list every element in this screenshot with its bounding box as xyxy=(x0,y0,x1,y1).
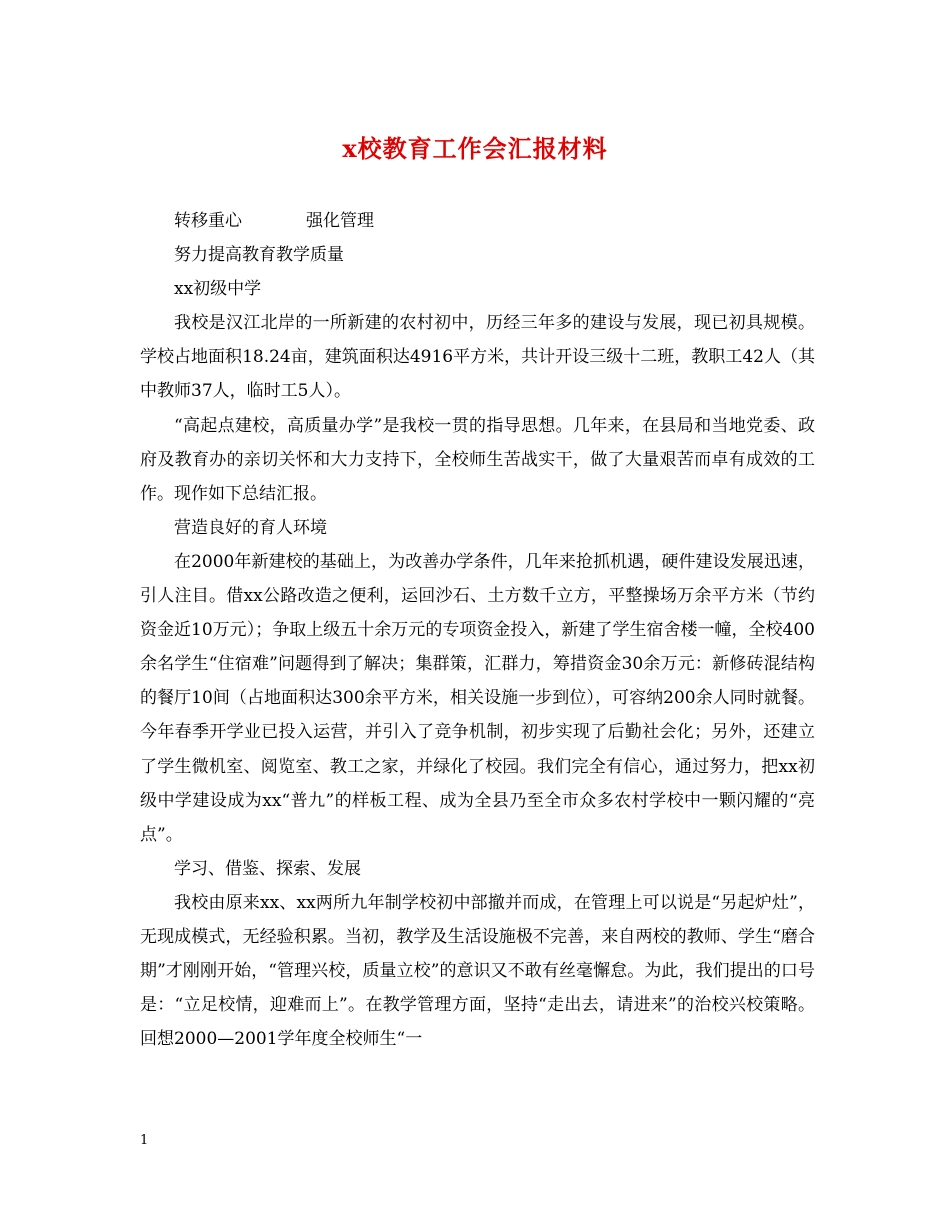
section-heading-environment: 营造良好的育人环境 xyxy=(174,517,327,538)
paragraph-learning: 我校由原来xx、xx两所九年制学校初中部撤并而成，在管理上可以说是“另起炉灶”，无现成模式，无经验积累。当初，教学及生活设施极不完善，来自两校的教师、学生“磨合期”才刚刚开始，“管理兴校，质量立校”的意识又不敢有丝毫懈怠。为此，我们提出的口号是：“立足校情，迎难而上”。在教学管理方面，坚持“走出去，请进来”的治校兴校策略。回想2000—2001学年度全校师生“一 xyxy=(140,892,815,1050)
subtitle-line xyxy=(140,204,815,238)
document-body xyxy=(140,204,815,1056)
subtitle-part-1: 转移重心 xyxy=(174,211,242,231)
paragraph-intro: 我校是汉江北岸的一所新建的农村初中，历经三年多的建设与发展，现已初具规模。学校占地面积18.24亩，建筑面积达4916平方米，共计开设三级十二班，教职工42人（其中教师37人，临时工5人）。 xyxy=(140,313,815,402)
paragraph-environment: 在2000年新建校的基础上，为改善办学条件，几年来抢抓机遇，硬件建设发展迅速，引人注目。借xx公路改造之便利，运回沙石、土方数千立方，平整操场万余平方米（节约资金近10万元）；争取上级五十余万元的专项资金投入，新建了学生宿舍楼一幢，全校400余名学生“住宿难”问题得到了解决；集群策，汇群力，筹措资金30余万元：新修砖混结构的餐厅10间（占地面积达300余平方米，相关设施一步到位），可容纳200余人同时就餐。今年春季开学业已投入运营，并引入了竞争机制，初步实现了后勤社会化；另外，还建立了学生微机室、阅览室、教工之家，并绿化了校园。我们完全有信心，通过努力，把xx初级中学建设成为xx“普九”的样板工程、成为全县乃至全市众多农村学校中一颗闪耀的“亮点”。 xyxy=(140,551,815,845)
document-title: x校教育工作会汇报材料 xyxy=(342,134,608,163)
page-number: 1 xyxy=(140,1133,149,1148)
school-name: xx初级中学 xyxy=(174,279,262,300)
subtitle-part-2: 强化管理 xyxy=(306,211,374,231)
section-heading-learning: 学习、借鉴、探索、发展 xyxy=(174,858,361,879)
subtitle-line-2: 努力提高教育教学质量 xyxy=(174,245,344,266)
paragraph-guiding-idea: “高起点建校，高质量办学”是我校一贯的指导思想。几年来，在县局和当地党委、政府及教育办的亲切关怀和大力支持下，全校师生苦战实干，做了大量艰苦而卓有成效的工作。现作如下总结汇报。 xyxy=(140,415,815,504)
